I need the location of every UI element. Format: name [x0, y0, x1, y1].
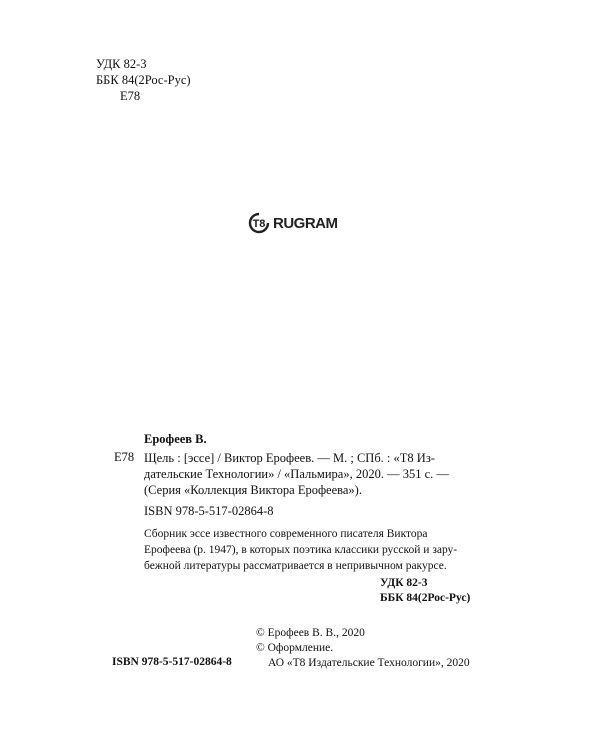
isbn-bottom: ISBN 978-5-517-02864-8	[112, 656, 232, 668]
udk-code: УДК 82-3	[96, 57, 147, 71]
bottom-udk-code: УДК 82-3	[380, 577, 428, 589]
copyright-author: © Ерофеев В. В., 2020	[256, 627, 365, 639]
t8-badge-icon	[248, 212, 270, 234]
author-heading: Ерофеев В.	[144, 432, 207, 446]
bbk-code: ББК 84(2Рос-Рус)	[96, 73, 191, 87]
annotation	[144, 526, 484, 574]
bib-line-1: Щель : [эссе] / Виктор Ерофеев. — М. ; СПб. : «Т8 Из-	[144, 451, 435, 465]
logo-text: RUGRAM	[273, 214, 338, 232]
annotation-line-2: Ерофеева (р. 1947), в которых поэтика классики русской и зару-	[144, 544, 458, 556]
logo-badge-text: T8	[252, 218, 266, 230]
bibliographic-description	[144, 450, 449, 498]
top-classification-codes	[96, 56, 191, 104]
bottom-bbk-code: ББК 84(2Рос-Рус)	[380, 592, 471, 604]
annotation-line-3: бежной литературы рассматривается в непривычном ракурсе.	[144, 560, 447, 572]
author-mark: Е78	[120, 89, 141, 103]
copyright-design: © Оформление.	[256, 642, 334, 654]
bib-line-3: (Серия «Коллекция Виктора Ерофеева»).	[144, 483, 362, 497]
bib-line-2: дательские Технологии» / «Пальмира», 2020. — 351 с. —	[144, 467, 449, 481]
bib-author-mark: Е78	[114, 450, 135, 464]
copyright-publisher: АО «Т8 Издательские Технологии», 2020	[268, 657, 470, 669]
copyright-block	[256, 626, 470, 671]
annotation-line-1: Сборник эссе известного современного писателя Виктора	[144, 528, 428, 540]
bottom-classification-codes	[380, 576, 470, 606]
publisher-logo	[248, 212, 338, 234]
isbn-record: ISBN 978-5-517-02864-8	[144, 504, 274, 518]
